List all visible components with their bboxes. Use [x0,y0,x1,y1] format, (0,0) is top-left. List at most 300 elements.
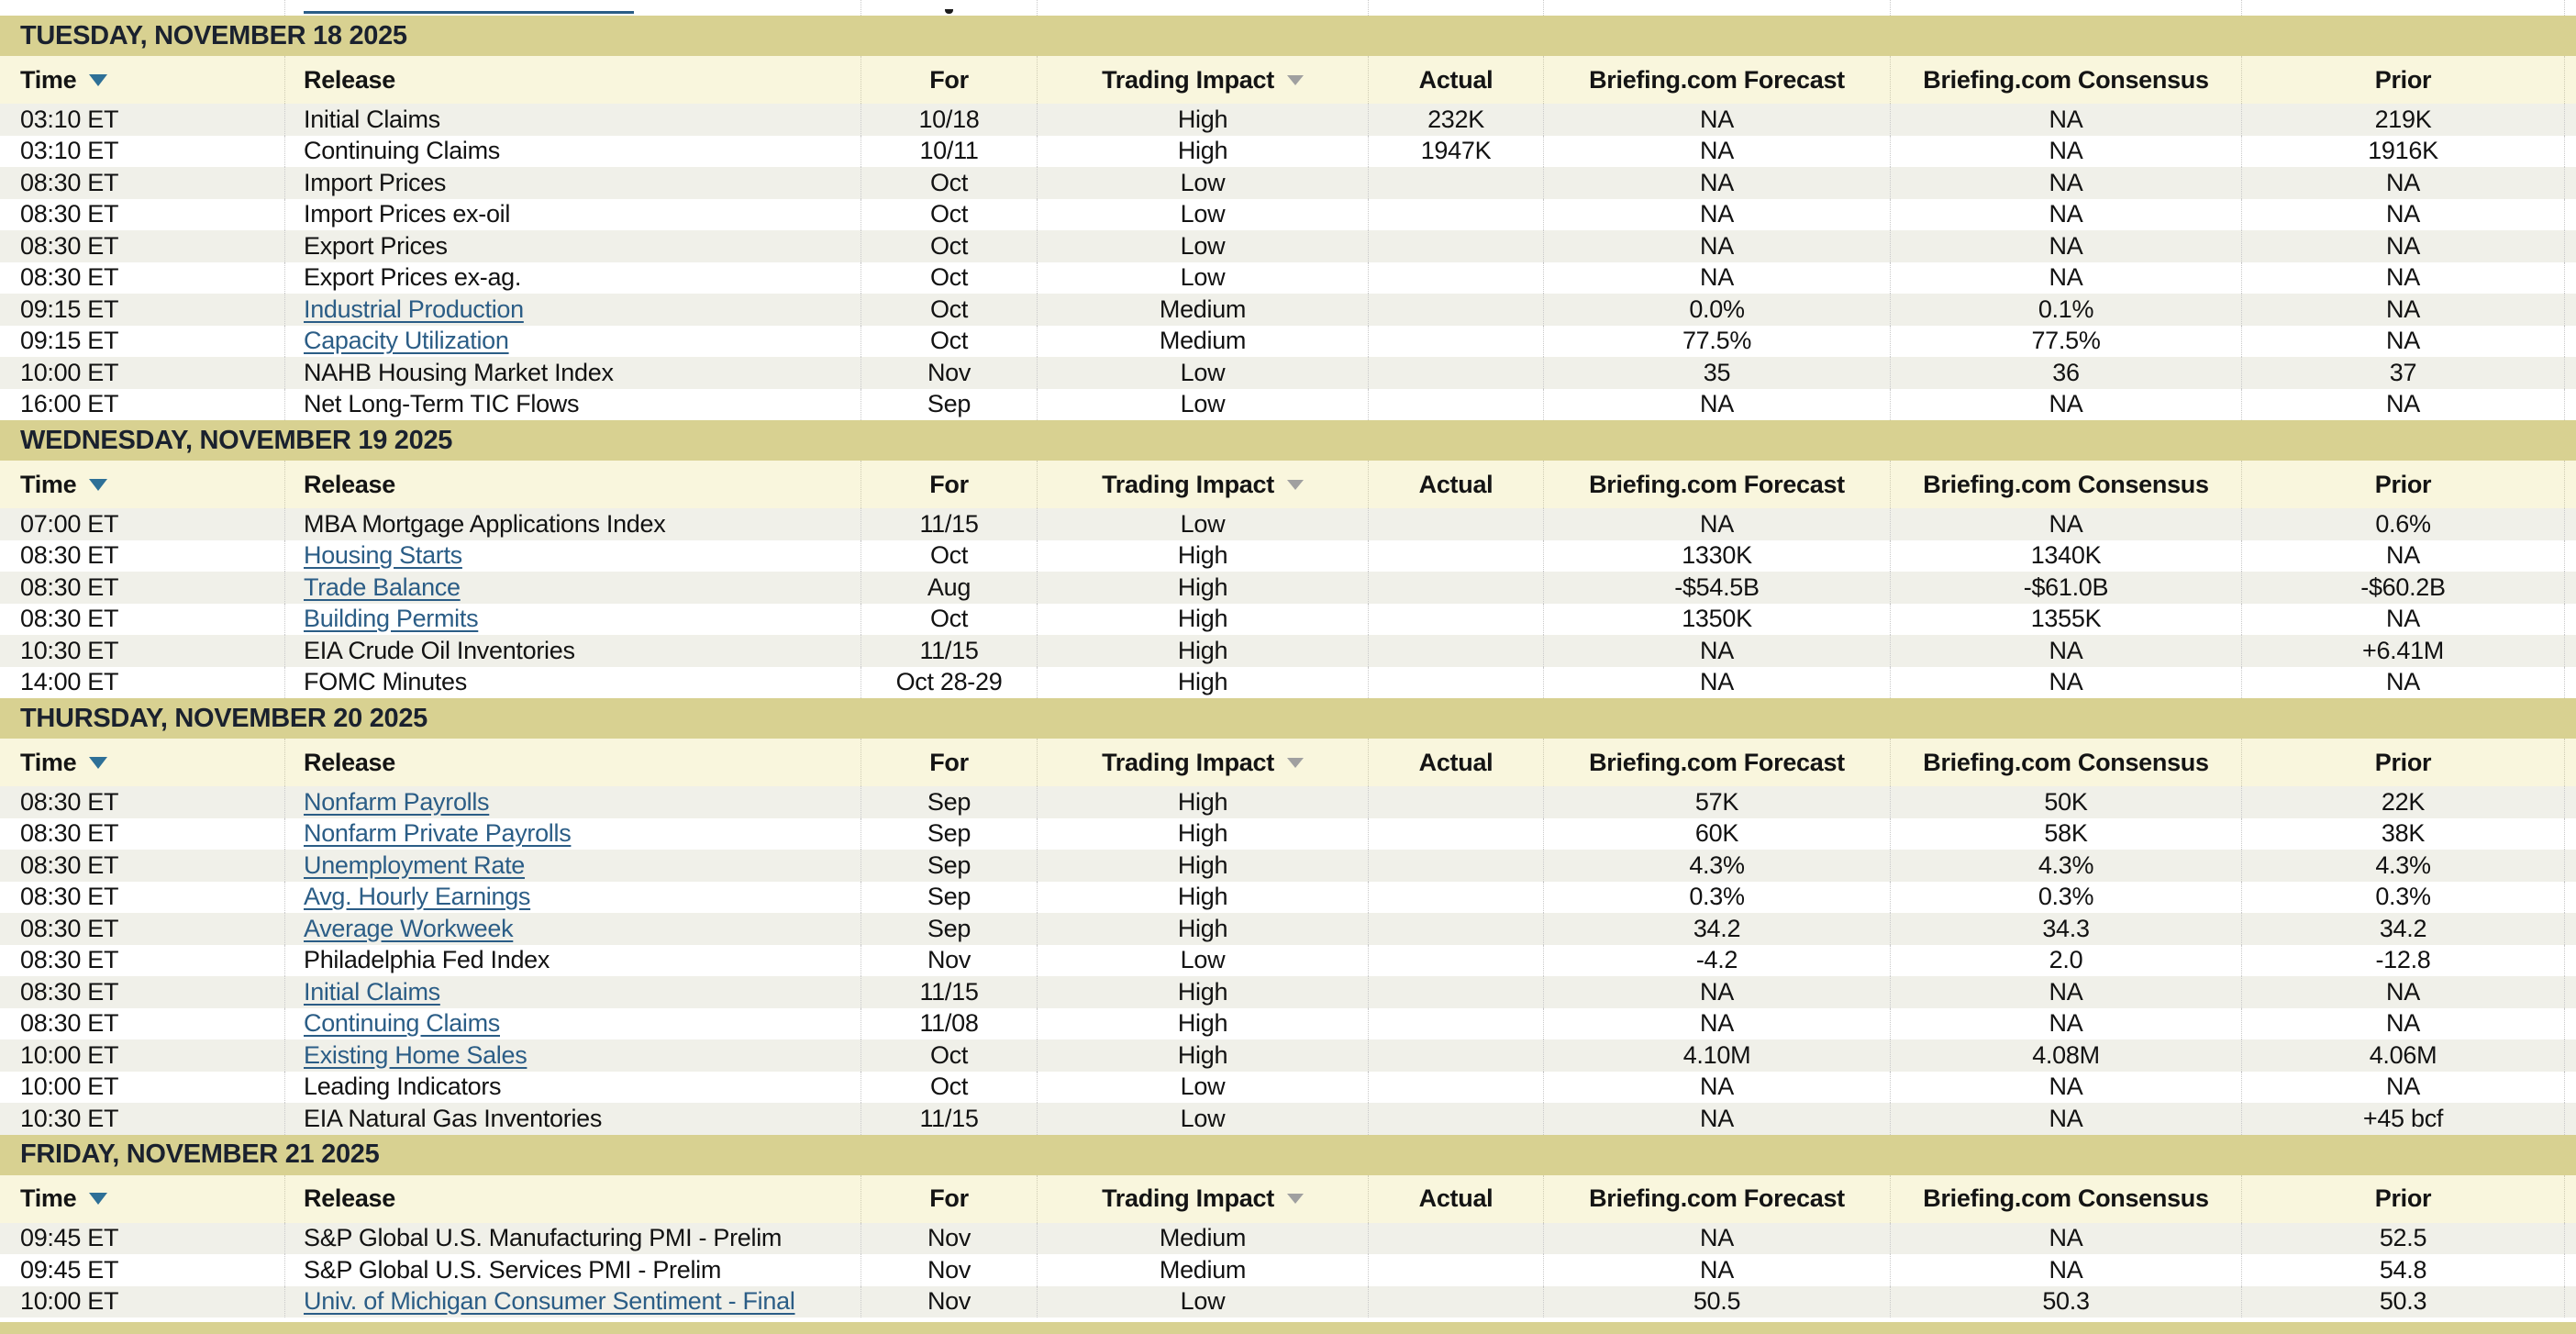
cell-release [284,913,861,945]
cell-forecast: 4.3% [1543,850,1890,882]
column-header-actual [1368,461,1543,508]
column-header-prior [2241,461,2564,508]
cell-prior: 0.6% [2241,508,2564,540]
column-header-label: Trading Impact [1102,1184,1274,1212]
cell-impact: High [1037,604,1368,636]
cell-release: NAHB Housing Market Index [284,357,861,389]
column-header-row [0,1175,2576,1223]
cell-forecast: NA [1543,508,1890,540]
cell-for: Sep [861,818,1037,850]
cell-time: 08:30 ET [20,1009,119,1038]
cell-for: 11/15 [861,976,1037,1008]
cell-consensus: 34.3 [1890,913,2241,945]
cell-filler [2564,1286,2576,1318]
cell-prior: NA [2241,604,2564,636]
cell-filler [2564,167,2576,199]
cell-prior: NA [2241,199,2564,231]
cell-actual [1368,389,1543,421]
cell-for: Sep [861,882,1037,914]
table-row [0,604,2576,636]
sort-descending-icon[interactable] [1287,758,1304,768]
release-link[interactable]: Continuing Claims [304,1009,500,1038]
cell-actual [1368,199,1543,231]
cell-actual [1368,326,1543,358]
release-link[interactable]: Building Permits [304,605,479,633]
cell-filler [2564,976,2576,1008]
cell-actual [1368,294,1543,326]
column-header-label: Briefing.com Forecast [1589,65,1845,94]
cell-impact: Low [1037,389,1368,421]
cell-release [284,882,861,914]
column-header-label: Briefing.com Forecast [1589,470,1845,498]
column-header-prior [2241,56,2564,104]
cell-prior: NA [2241,667,2564,699]
cell-release [284,604,861,636]
table-row [0,1008,2576,1040]
sort-descending-icon[interactable] [1287,1194,1304,1204]
sort-descending-icon[interactable] [89,74,107,86]
release-link[interactable]: Housing Starts [304,541,462,570]
cell-forecast: NA [1543,104,1890,136]
cell-for: Oct 28-29 [861,667,1037,699]
cell-prior: 54.8 [2241,1254,2564,1286]
column-header-forecast [1543,739,1890,786]
cell-consensus: 0.3% [1890,882,2241,914]
release-link[interactable]: Nonfarm Payrolls [304,787,490,816]
cell-header-filler [2564,461,2576,508]
column-header-label: Briefing.com Consensus [1923,748,2209,776]
cell-impact: High [1037,667,1368,699]
cell-time: 09:15 ET [20,327,119,355]
cell-forecast: 77.5% [1543,326,1890,358]
column-header-impact[interactable] [1037,1175,1368,1223]
cell-filler [2564,850,2576,882]
cell-for: 11/15 [861,508,1037,540]
table-row [0,818,2576,850]
cell-impact: High [1037,104,1368,136]
table-row [0,1039,2576,1072]
column-header-prior [2241,739,2564,786]
cell-release: Leading Indicators [284,1072,861,1104]
cell-impact: High [1037,1039,1368,1072]
cell-time: 08:30 ET [20,914,119,942]
cell-time: 10:00 ET [20,1073,119,1101]
cell-prior: -12.8 [2241,945,2564,977]
column-header-label: For [929,748,969,776]
cell-filler [2564,604,2576,636]
cell-filler [2564,1072,2576,1104]
cell-impact: High [1037,976,1368,1008]
cell-release: EIA Crude Oil Inventories [284,635,861,667]
cell-prior: 0.3% [2241,882,2564,914]
cell-release [284,572,861,604]
cell-time: 08:30 ET [20,231,119,260]
cell-consensus: NA [1890,976,2241,1008]
cell-release: Export Prices [284,230,861,262]
cell-prior: 52.5 [2241,1223,2564,1255]
cell-for: Aug [861,572,1037,604]
table-row [0,913,2576,945]
cell-forecast: NA [1543,136,1890,168]
cell-impact: High [1037,136,1368,168]
cell-prior: +45 bcf [2241,1103,2564,1135]
cell-consensus: 1340K [1890,540,2241,573]
cell-time: 14:00 ET [20,668,119,696]
cell-for: Oct [861,294,1037,326]
release-link[interactable]: Avg. Hourly Earnings [304,883,531,911]
column-header-for [861,739,1037,786]
cell-filler [2564,262,2576,295]
column-header-time[interactable] [0,1175,284,1223]
cell-actual [1368,1254,1543,1286]
table-row [0,167,2576,199]
cell-filler [2564,1223,2576,1255]
cell-filler [2564,572,2576,604]
cell-release [284,1039,861,1072]
column-header-impact[interactable] [1037,56,1368,104]
cell-consensus: NA [1890,104,2241,136]
cell-release [284,1008,861,1040]
cell-forecast: 60K [1543,818,1890,850]
cell-actual [1368,167,1543,199]
cell-actual [1368,667,1543,699]
cell-impact: Low [1037,167,1368,199]
table-row [0,1223,2576,1255]
cell-impact: Low [1037,945,1368,977]
cell-consensus: NA [1890,199,2241,231]
cell-release [284,786,861,818]
cell-filler [2564,389,2576,421]
cell-consensus: 2.0 [1890,945,2241,977]
cell-forecast: 1350K [1543,604,1890,636]
cell-actual [1368,230,1543,262]
truncated-for-cell [861,0,1037,16]
cell-for: 10/18 [861,104,1037,136]
cell-release: Import Prices [284,167,861,199]
cell-release [284,1286,861,1318]
truncated-forecast-cell [1543,0,1890,16]
cell-release [284,850,861,882]
release-link[interactable]: Capacity Utilization [304,327,509,355]
cell-filler [2564,326,2576,358]
cell-consensus: NA [1890,389,2241,421]
cell-impact: High [1037,572,1368,604]
cell-forecast: 35 [1543,357,1890,389]
cell-impact: Low [1037,199,1368,231]
cell-consensus: NA [1890,1223,2241,1255]
table-row [0,389,2576,421]
cell-time: 10:00 ET [20,1287,119,1316]
cell-forecast: -4.2 [1543,945,1890,977]
cell-prior: 219K [2241,104,2564,136]
cell-release: Net Long-Term TIC Flows [284,389,861,421]
column-header-label: Briefing.com Forecast [1589,748,1845,776]
cell-prior: 4.06M [2241,1039,2564,1072]
cell-forecast: NA [1543,667,1890,699]
cell-release: MBA Mortgage Applications Index [284,508,861,540]
release-link[interactable]: Nonfarm Private Payrolls [304,819,572,848]
cell-time: 03:10 ET [20,137,119,165]
cell-release: FOMC Minutes [284,667,861,699]
sort-descending-icon[interactable] [1287,480,1304,490]
column-header-label: Actual [1418,1184,1493,1212]
release-link[interactable]: Unemployment Rate [304,850,526,879]
column-header-label: Time [20,1184,77,1212]
table-row [0,1072,2576,1104]
cell-filler [2564,1008,2576,1040]
cell-prior: 50.3 [2241,1286,2564,1318]
cell-prior: 4.3% [2241,850,2564,882]
release-link[interactable]: Trade Balance [304,573,461,601]
column-header-consensus [1890,1175,2241,1223]
date-header-3: FRIDAY, NOVEMBER 21 2025 [0,1135,2576,1175]
column-header-label: Actual [1418,65,1493,94]
cell-for: Nov [861,1254,1037,1286]
cell-impact: Low [1037,1103,1368,1135]
cell-prior: NA [2241,294,2564,326]
cell-prior: 22K [2241,786,2564,818]
cell-time: 08:30 ET [20,819,119,848]
cell-actual [1368,1008,1543,1040]
cell-filler [2564,1039,2576,1072]
column-header-release [284,739,861,786]
cell-actual [1368,786,1543,818]
column-header-label: Trading Impact [1102,748,1274,776]
cell-for: Sep [861,913,1037,945]
cell-impact: High [1037,913,1368,945]
cell-filler [2564,818,2576,850]
table-row [0,357,2576,389]
cell-release: Import Prices ex-oil [284,199,861,231]
truncated-previous-row [0,0,2576,16]
cell-forecast: 0.0% [1543,294,1890,326]
table-row [0,786,2576,818]
cell-impact: Low [1037,1072,1368,1104]
cell-release: Continuing Claims [284,136,861,168]
cell-release [284,294,861,326]
cell-release [284,976,861,1008]
truncated-time-cell [0,0,284,16]
cell-filler [2564,635,2576,667]
column-header-time[interactable] [0,739,284,786]
column-header-impact[interactable] [1037,739,1368,786]
cell-actual [1368,1286,1543,1318]
sort-descending-icon[interactable] [89,479,107,491]
release-link[interactable]: Average Workweek [304,914,514,942]
column-header-label: For [929,470,969,498]
cell-time: 10:00 ET [20,358,119,386]
cell-consensus: -$61.0B [1890,572,2241,604]
cell-time: 09:45 ET [20,1224,119,1252]
date-header-2: THURSDAY, NOVEMBER 20 2025 [0,698,2576,739]
column-header-row [0,56,2576,104]
cell-actual [1368,882,1543,914]
release-link[interactable]: Industrial Production [304,295,524,323]
cell-actual [1368,508,1543,540]
cell-impact: Low [1037,230,1368,262]
cell-for: Oct [861,1039,1037,1072]
sort-descending-icon[interactable] [89,1193,107,1205]
cell-time: 16:00 ET [20,390,119,418]
column-header-row [0,739,2576,786]
cell-filler [2564,136,2576,168]
truncated-impact-cell [1037,0,1368,16]
column-header-label: Release [304,748,395,776]
cell-forecast: NA [1543,199,1890,231]
cell-prior: NA [2241,326,2564,358]
column-header-release [284,1175,861,1223]
cell-impact: High [1037,540,1368,573]
sort-descending-icon[interactable] [1287,75,1304,85]
cell-actual [1368,1072,1543,1104]
column-header-for [861,1175,1037,1223]
cell-release [284,326,861,358]
cell-prior: 37 [2241,357,2564,389]
column-header-time[interactable] [0,56,284,104]
column-header-row [0,461,2576,508]
cell-release: Export Prices ex-ag. [284,262,861,295]
cell-for: Nov [861,1286,1037,1318]
cell-for: Oct [861,540,1037,573]
cell-filler [2564,104,2576,136]
table-row [0,294,2576,326]
cell-impact: Low [1037,1286,1368,1318]
release-link[interactable]: Univ. of Michigan Consumer Sentiment - Final [304,1287,795,1316]
cell-time: 07:00 ET [20,509,119,538]
cell-time: 08:30 ET [20,263,119,292]
cell-forecast: 0.3% [1543,882,1890,914]
cell-forecast: NA [1543,262,1890,295]
column-header-prior [2241,1175,2564,1223]
cell-consensus: 4.08M [1890,1039,2241,1072]
cell-consensus: 50K [1890,786,2241,818]
cell-prior: NA [2241,230,2564,262]
column-header-impact[interactable] [1037,461,1368,508]
cell-impact: Medium [1037,1254,1368,1286]
cell-impact: High [1037,818,1368,850]
cell-release: S&P Global U.S. Services PMI - Prelim [284,1254,861,1286]
release-link[interactable]: Existing Home Sales [304,1040,527,1069]
cell-for: 10/11 [861,136,1037,168]
cell-time: 08:30 ET [20,787,119,816]
cell-filler [2564,667,2576,699]
cell-forecast: -$54.5B [1543,572,1890,604]
column-header-label: Release [304,470,395,498]
cell-forecast: 50.5 [1543,1286,1890,1318]
truncated-link-underline[interactable] [304,3,634,14]
cell-prior: 1916K [2241,136,2564,168]
column-header-time[interactable] [0,461,284,508]
cell-time: 08:30 ET [20,946,119,974]
cell-for: Sep [861,786,1037,818]
sort-descending-icon[interactable] [89,757,107,769]
cell-filler [2564,540,2576,573]
cell-forecast: NA [1543,1223,1890,1255]
column-header-for [861,56,1037,104]
cell-forecast: NA [1543,389,1890,421]
table-row [0,882,2576,914]
cell-header-filler [2564,739,2576,786]
cell-consensus: 4.3% [1890,850,2241,882]
cell-filler [2564,1254,2576,1286]
column-header-forecast [1543,1175,1890,1223]
column-header-label: Briefing.com Consensus [1923,65,2209,94]
cell-impact: High [1037,786,1368,818]
column-header-label: Release [304,65,395,94]
cell-forecast: 1330K [1543,540,1890,573]
cell-for: Nov [861,1223,1037,1255]
cell-consensus: NA [1890,667,2241,699]
cell-prior: NA [2241,262,2564,295]
table-row [0,230,2576,262]
cell-actual [1368,850,1543,882]
cell-actual [1368,945,1543,977]
column-header-label: Release [304,1184,395,1212]
cell-consensus: NA [1890,1008,2241,1040]
column-header-consensus [1890,56,2241,104]
table-row [0,572,2576,604]
cell-impact: Medium [1037,294,1368,326]
cell-consensus: NA [1890,230,2241,262]
release-link[interactable]: Initial Claims [304,977,440,1006]
cell-prior: NA [2241,167,2564,199]
column-header-label: Briefing.com Consensus [1923,470,2209,498]
cell-time: 10:30 ET [20,1104,119,1132]
cell-time: 08:30 ET [20,850,119,879]
cell-filler [2564,199,2576,231]
table-row [0,262,2576,295]
calendar-sections [0,16,2576,1317]
cell-time: 08:30 ET [20,573,119,601]
cell-time: 09:45 ET [20,1255,119,1284]
cell-forecast: NA [1543,1072,1890,1104]
cell-prior: 34.2 [2241,913,2564,945]
cell-forecast: NA [1543,1254,1890,1286]
cell-release: Philadelphia Fed Index [284,945,861,977]
cell-for: Oct [861,199,1037,231]
cell-actual [1368,357,1543,389]
cell-prior: NA [2241,540,2564,573]
column-header-forecast [1543,461,1890,508]
cell-consensus: 50.3 [1890,1286,2241,1318]
cell-consensus: NA [1890,1072,2241,1104]
cell-time: 08:30 ET [20,200,119,228]
cell-impact: Low [1037,262,1368,295]
cell-actual [1368,976,1543,1008]
cell-actual: 1947K [1368,136,1543,168]
column-header-label: Trading Impact [1102,65,1274,94]
cell-for: Sep [861,389,1037,421]
table-row [0,1286,2576,1318]
cell-for: Oct [861,262,1037,295]
cell-consensus: NA [1890,1254,2241,1286]
cell-filler [2564,1103,2576,1135]
date-header-0: TUESDAY, NOVEMBER 18 2025 [0,16,2576,56]
table-row [0,326,2576,358]
column-header-actual [1368,739,1543,786]
cell-time: 08:30 ET [20,883,119,911]
cell-actual [1368,262,1543,295]
cell-prior: 38K [2241,818,2564,850]
cell-impact: High [1037,882,1368,914]
cell-forecast: NA [1543,230,1890,262]
cell-consensus: NA [1890,136,2241,168]
cell-filler [2564,230,2576,262]
cell-forecast: 4.10M [1543,1039,1890,1072]
cell-time: 10:30 ET [20,636,119,664]
table-row [0,635,2576,667]
cell-time: 08:30 ET [20,977,119,1006]
